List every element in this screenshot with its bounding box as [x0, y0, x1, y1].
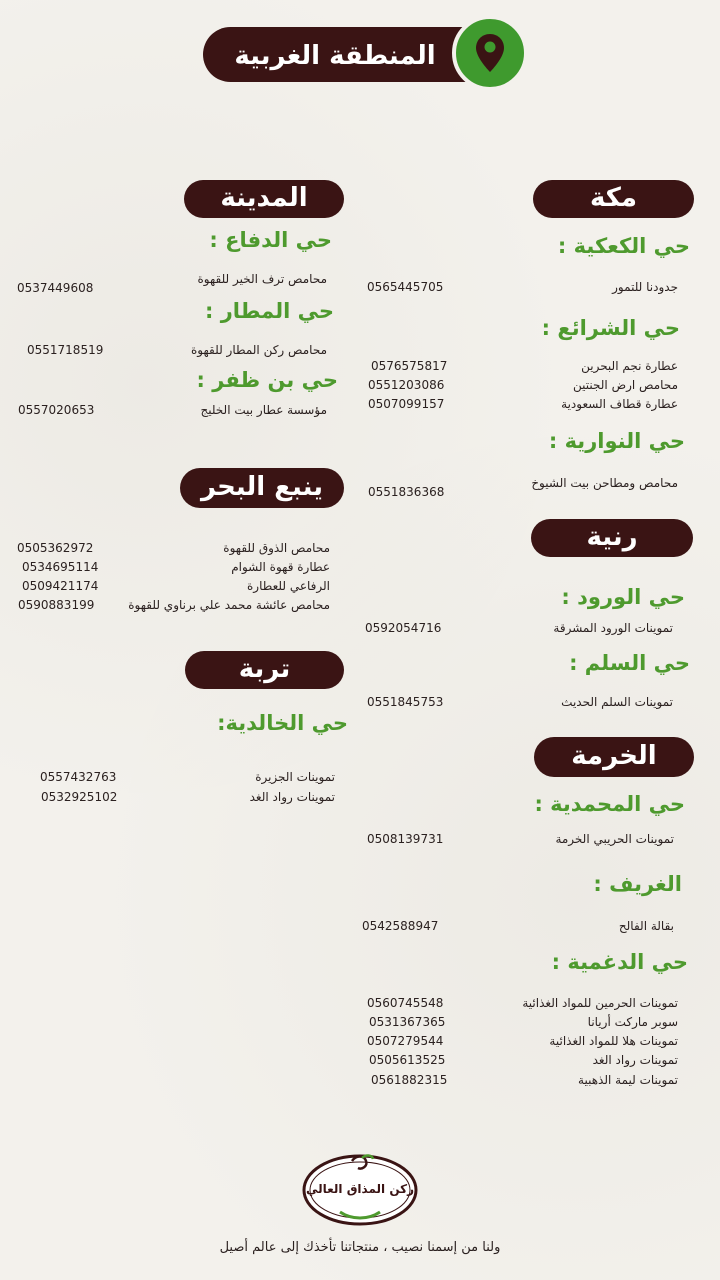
store-name: تموينات رواد الغد	[592, 1053, 678, 1067]
district-daghmiyah: حي الدغمية :	[551, 950, 688, 974]
store-phone: 0557432763	[40, 770, 117, 784]
store-name: تموينات الجزيرة	[255, 770, 335, 784]
store-phone: 0576575817	[371, 359, 448, 373]
store-phone: 0507279544	[367, 1034, 444, 1048]
store-name: مؤسسة عطار بيت الخليج	[200, 403, 327, 417]
district-kaakiyah: حي الكعكية :	[557, 234, 690, 258]
store-name: الرفاعي للعطارة	[247, 579, 330, 593]
store-name: تموينات الحريبي الخرمة	[555, 832, 674, 846]
district-wurood: حي الورود :	[561, 585, 685, 609]
city-pill-makkah	[533, 180, 694, 218]
brand-logo	[300, 1152, 420, 1228]
district-sharaei: حي الشرائع :	[541, 316, 680, 340]
district-difaa: حي الدفاع :	[209, 228, 332, 252]
store-name: محامص ركن المطار للقهوة	[191, 343, 327, 357]
store-phone: 0561882315	[371, 1073, 448, 1087]
district-khalidiyah: حي الخالدية:	[217, 711, 348, 735]
store-phone: 0551718519	[27, 343, 104, 357]
store-phone: 0505362972	[17, 541, 94, 555]
district-ghurayf: الغريف :	[593, 872, 682, 896]
store-name: عطارة قطاف السعودية	[561, 397, 678, 411]
store-name: محامص الذوق للقهوة	[223, 541, 330, 555]
district-nawariyah: حي النوارية :	[548, 429, 685, 453]
city-pill-madinah	[184, 180, 344, 218]
city-name-yanbu: ينبع البحر	[200, 472, 323, 502]
district-muhammadiyah: حي المحمدية :	[534, 792, 685, 816]
store-name: تموينات الحرمين للمواد الغذائية	[522, 996, 678, 1010]
store-name: محامص ومطاحن بيت الشيوخ	[531, 476, 678, 490]
store-phone: 0532925102	[41, 790, 118, 804]
store-phone: 0531367365	[369, 1015, 446, 1029]
city-pill-khurmah	[534, 737, 694, 777]
city-pill-raniyah	[531, 519, 693, 557]
store-name: سوبر ماركت أريانا	[587, 1015, 678, 1029]
store-phone: 0508139731	[367, 832, 444, 846]
store-phone: 0560745548	[367, 996, 444, 1010]
store-phone: 0557020653	[18, 403, 95, 417]
store-phone: 0551203086	[368, 378, 445, 392]
store-name: تموينات الورود المشرقة	[553, 621, 673, 635]
store-phone: 0509421174	[22, 579, 99, 593]
store-name: محامص عائشة محمد علي برناوي للقهوة	[128, 598, 330, 612]
city-pill-turabah	[185, 651, 344, 689]
store-phone: 0505613525	[369, 1053, 446, 1067]
store-phone: 0542588947	[362, 919, 439, 933]
city-pill-yanbu	[180, 468, 344, 508]
store-name: جدودنا للتمور	[612, 280, 678, 294]
store-name: بقالة الفالح	[618, 919, 674, 933]
logo-text: ركن المذاق العالي	[305, 1182, 415, 1196]
store-phone: 0534695114	[22, 560, 99, 574]
city-name-madinah: المدينة	[220, 183, 308, 213]
store-name: عطارة نجم البحرين	[581, 359, 678, 373]
map-pin-icon	[452, 15, 528, 91]
store-name: محامص ترف الخير للقهوة	[197, 272, 327, 286]
store-name: تموينات هلا للمواد الغذائية	[549, 1034, 678, 1048]
region-title: المنطقة الغربية	[234, 41, 436, 71]
store-name: تموينات السلم الحديث	[561, 695, 673, 709]
city-name-makkah: مكة	[590, 183, 637, 213]
brand-tagline: ولنا من إسمنا نصيب ، منتجاتنا تأخذك إلى عالم أصيل	[219, 1240, 501, 1255]
store-phone: 0551845753	[367, 695, 444, 709]
store-name: عطارة قهوة الشوام	[231, 560, 330, 574]
district-matar: حي المطار :	[205, 299, 334, 323]
store-name: تموينات رواد الغد	[249, 790, 335, 804]
store-phone: 0551836368	[368, 485, 445, 499]
store-phone: 0592054716	[365, 621, 442, 635]
store-name: محامص ارض الجنتين	[573, 378, 678, 392]
store-phone: 0565445705	[367, 280, 444, 294]
city-name-raniyah: رنية	[586, 522, 638, 552]
store-phone: 0537449608	[17, 281, 94, 295]
store-name: تموينات ليمة الذهبية	[578, 1073, 678, 1087]
store-phone: 0507099157	[368, 397, 445, 411]
store-phone: 0590883199	[18, 598, 95, 612]
city-name-khurmah: الخرمة	[571, 741, 657, 771]
district-bin-dhafer: حي بن ظفر :	[196, 368, 338, 392]
district-salam: حي السلم :	[569, 651, 690, 675]
city-name-turabah: تربة	[238, 654, 291, 684]
